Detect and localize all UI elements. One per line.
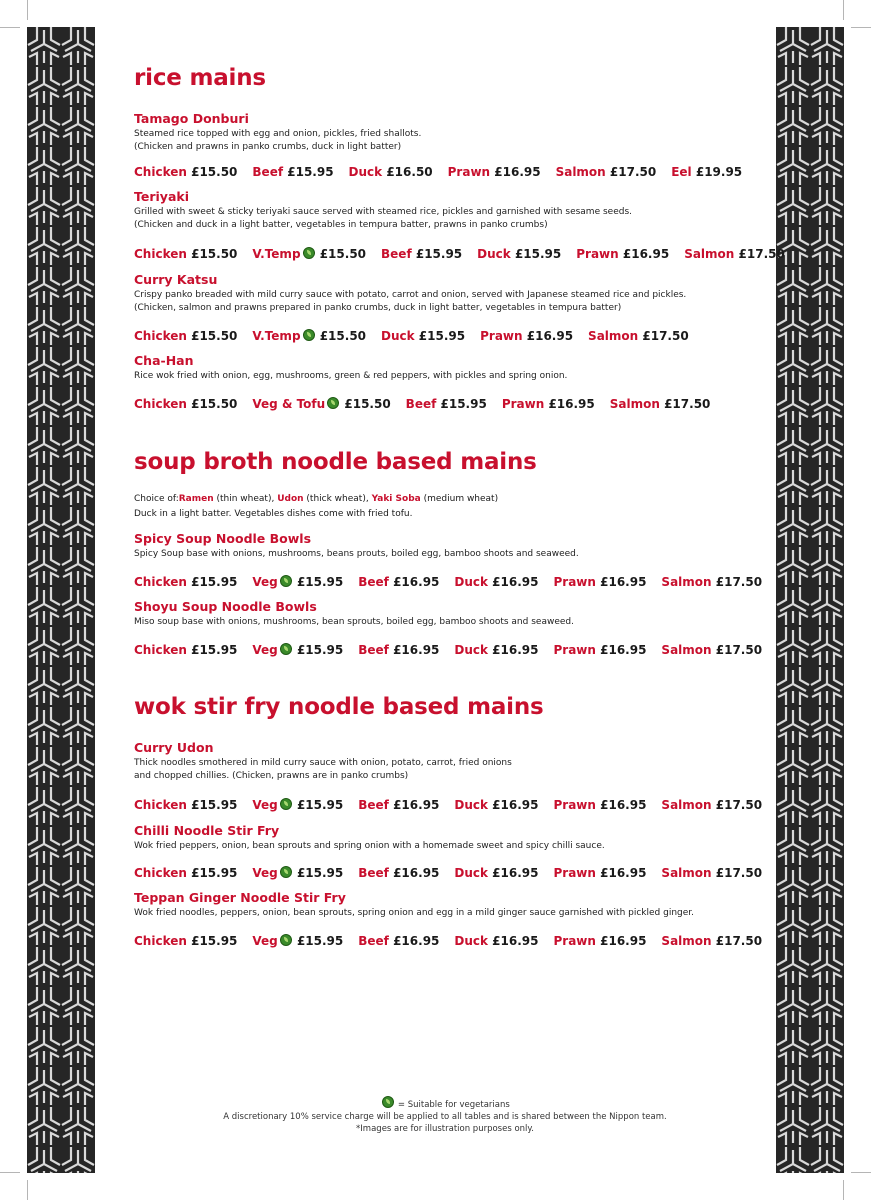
crop-mark (843, 1180, 844, 1200)
option-price: £17.50 (711, 575, 763, 589)
option-name: Salmon (661, 575, 712, 589)
price-option (252, 396, 390, 412)
option-price: £16.95 (388, 934, 440, 948)
option-price: £15.95 (414, 329, 466, 343)
dish-name: Cha-Han (134, 353, 194, 368)
option-name: Beef (381, 247, 412, 261)
option-price: £17.50 (605, 165, 657, 179)
option-price: £16.95 (618, 247, 670, 261)
option-price: £15.50 (315, 329, 367, 343)
crop-mark (27, 0, 28, 20)
price-row (134, 246, 800, 262)
price-option (661, 865, 762, 881)
crop-mark (0, 27, 20, 28)
veg-legend: = Suitable for vegetarians (150, 1096, 740, 1111)
option-name: Duck (477, 247, 511, 261)
noodle-choice-note: Choice of:Ramen (thin wheat), Udon (thick wheat), Yaki Soba (medium wheat) Duck in a light batter. Vegetables dishes come with fried tofu. (134, 494, 499, 519)
menu-item-tamago-donburi (134, 111, 764, 154)
option-price: £15.95 (186, 934, 238, 948)
price-option (358, 642, 439, 658)
price-option (448, 164, 541, 180)
price-option (134, 246, 237, 262)
price-option (134, 574, 237, 590)
price-option (553, 933, 646, 949)
option-price: £16.95 (488, 575, 539, 589)
menu-item-spicy-soup-noodle-bowls (134, 531, 764, 561)
price-option (553, 797, 646, 813)
right-pattern-band (776, 27, 844, 1173)
price-option (252, 574, 343, 590)
price-option (349, 164, 433, 180)
price-option (381, 246, 462, 262)
option-price: £17.50 (711, 934, 763, 948)
option-price: £16.95 (490, 165, 541, 179)
option-name: Duck (454, 643, 488, 657)
option-name: Beef (358, 934, 389, 948)
illustration-disclaimer: *Images are for illustration purposes only. (356, 1124, 534, 1134)
option-name: Veg & Tofu (252, 397, 326, 411)
price-option (661, 797, 762, 813)
price-option (252, 642, 343, 658)
option-price: £16.95 (388, 866, 440, 880)
option-price: £16.95 (595, 643, 647, 657)
option-name: Prawn (553, 643, 596, 657)
option-price: £16.95 (544, 397, 595, 411)
option-name: Chicken (134, 397, 187, 411)
dish-name: Teppan Ginger Noodle Stir Fry (134, 890, 346, 905)
price-row (134, 164, 757, 180)
crop-mark (27, 1180, 28, 1200)
price-option (454, 797, 538, 813)
option-name: Beef (358, 643, 389, 657)
dish-description: Wok fried peppers, onion, bean sprouts and spring onion with a homemade sweet and spicy chilli sauce. (134, 841, 605, 851)
price-option (358, 574, 439, 590)
price-option (576, 246, 669, 262)
price-option (252, 328, 366, 344)
price-option (553, 642, 646, 658)
dish-name: Teriyaki (134, 189, 189, 204)
option-name: Beef (358, 575, 389, 589)
price-option (134, 642, 237, 658)
price-option (252, 246, 366, 262)
option-name: Chicken (134, 247, 187, 261)
dish-name: Curry Katsu (134, 272, 218, 287)
footer-notes (150, 1096, 740, 1135)
option-price: £15.95 (292, 575, 344, 589)
dish-name: Tamago Donburi (134, 111, 249, 126)
left-pattern-band (27, 27, 95, 1173)
option-name: Salmon (555, 165, 606, 179)
option-price: £15.50 (186, 397, 238, 411)
dish-name: Chilli Noodle Stir Fry (134, 823, 280, 838)
option-price: £15.95 (292, 866, 344, 880)
option-price: £16.95 (595, 575, 647, 589)
option-price: £16.95 (488, 798, 539, 812)
option-price: £17.50 (711, 866, 763, 880)
option-price: £16.95 (388, 643, 440, 657)
price-option (358, 797, 439, 813)
section-title-soup-broth: soup broth noodle based mains (134, 449, 537, 475)
option-name: Veg (252, 798, 278, 812)
option-name: Veg (252, 575, 278, 589)
service-charge-note: A discretionary 10% service charge will be applied to all tables and is shared between the Nippon team. (223, 1112, 667, 1122)
option-price: £15.95 (292, 643, 344, 657)
crop-mark (843, 0, 844, 20)
price-option (671, 164, 742, 180)
option-name: Duck (454, 575, 488, 589)
price-option (661, 642, 762, 658)
price-option (477, 246, 561, 262)
dish-name: Shoyu Soup Noodle Bowls (134, 599, 317, 614)
price-row (134, 396, 725, 412)
option-name: Chicken (134, 575, 187, 589)
option-price: £15.95 (292, 798, 344, 812)
menu-item-chilli-noodle-stir-fry (134, 823, 764, 853)
vegetarian-leaf-icon (280, 575, 292, 587)
option-name: Salmon (661, 798, 712, 812)
price-option (661, 933, 762, 949)
price-option (252, 797, 343, 813)
price-option (406, 396, 487, 412)
geometric-pattern (27, 27, 95, 1173)
dish-name: Curry Udon (134, 740, 214, 755)
option-name: V.Temp (252, 329, 301, 343)
price-option (358, 933, 439, 949)
option-price: £17.50 (711, 643, 763, 657)
price-option (134, 164, 237, 180)
option-name: Chicken (134, 798, 187, 812)
price-option (252, 933, 343, 949)
vegetarian-leaf-icon (280, 798, 292, 810)
dish-description: Thick noodles smothered in mild curry sauce with onion, potato, carrot, fried onions and chopped chillies. (Chicken, prawns are in panko crumbs) (134, 758, 512, 781)
price-option (134, 328, 237, 344)
option-name: Veg (252, 866, 278, 880)
price-row (134, 865, 777, 881)
option-price: £16.95 (488, 643, 539, 657)
option-price: £15.50 (186, 247, 238, 261)
option-name: Salmon (588, 329, 639, 343)
price-option (553, 574, 646, 590)
option-name: Salmon (661, 866, 712, 880)
menu-item-teriyaki (134, 189, 764, 232)
option-name: Duck (348, 165, 383, 179)
option-name: Duck (381, 329, 415, 343)
option-price: £16.95 (488, 934, 539, 948)
price-option (454, 574, 538, 590)
dish-description: Grilled with sweet & sticky teriyaki sauce served with steamed rice, pickles and garnished with sesame seeds. (Chicken and duck in a light batter, vegetables in tempura batter, prawns in panko crumbs) (134, 207, 632, 230)
price-option (454, 865, 538, 881)
option-name: Chicken (134, 934, 187, 948)
option-price: £15.95 (186, 575, 238, 589)
option-price: £16.95 (595, 866, 647, 880)
option-price: £16.95 (595, 798, 647, 812)
option-price: £15.95 (411, 247, 463, 261)
dish-description: Rice wok fried with onion, egg, mushrooms, green & red peppers, with pickles and spring onion. (134, 371, 568, 381)
price-option (480, 328, 573, 344)
option-price: £15.95 (186, 643, 238, 657)
price-option (610, 396, 711, 412)
option-price: £17.50 (659, 397, 711, 411)
option-name: Prawn (447, 165, 491, 179)
option-name: Beef (252, 165, 284, 179)
geometric-pattern (776, 27, 844, 1173)
option-price: £15.50 (340, 397, 391, 411)
dish-description: Miso soup base with onions, mushrooms, bean sprouts, boiled egg, bamboo shoots and seaweed. (134, 617, 574, 627)
option-name: Chicken (134, 643, 187, 657)
price-row (134, 328, 704, 344)
option-name: Salmon (661, 934, 712, 948)
dish-description: Spicy Soup base with onions, mushrooms, beans prouts, boiled egg, bamboo shoots and seaweed. (134, 549, 579, 559)
option-name: Veg (252, 934, 278, 948)
price-option (588, 328, 689, 344)
price-option (134, 396, 237, 412)
dish-description: Wok fried noodles, peppers, onion, bean sprouts, spring onion and egg in a mild ginger sauce garnished with pickled ginger. (134, 908, 695, 918)
dish-description: Crispy panko breaded with mild curry sauce with potato, carrot and onion, served with Japanese steamed rice and pickles. (Chicken, salmon and prawns prepared in panko crumbs, duck in light batter, vegetables in tempura batter) (134, 290, 687, 313)
option-price: £15.50 (186, 165, 238, 179)
menu-item-shoyu-soup-noodle-bowls (134, 599, 764, 629)
section-title-rice-mains: rice mains (134, 65, 266, 91)
option-name: Chicken (134, 329, 187, 343)
crop-mark (851, 1172, 871, 1173)
option-name: Prawn (501, 397, 545, 411)
option-price: £17.50 (734, 247, 785, 261)
option-name: Chicken (134, 165, 187, 179)
price-option (252, 164, 333, 180)
option-price: £16.95 (595, 934, 647, 948)
price-row (134, 933, 777, 949)
option-price: £15.95 (510, 247, 562, 261)
vegetarian-leaf-icon (303, 247, 315, 259)
price-option (454, 642, 538, 658)
option-name: Beef (358, 798, 389, 812)
option-price: £15.95 (186, 866, 238, 880)
vegetarian-leaf-icon (303, 329, 315, 341)
section-title-wok-stir-fry: wok stir fry noodle based mains (134, 694, 544, 720)
option-price: £15.95 (283, 165, 334, 179)
option-name: Beef (405, 397, 437, 411)
option-price: £15.95 (186, 798, 238, 812)
menu-item-curry-udon (134, 740, 764, 783)
option-name: Prawn (480, 329, 523, 343)
option-price: £15.95 (436, 397, 487, 411)
price-option (684, 246, 785, 262)
price-row (134, 574, 777, 590)
option-name: Salmon (609, 397, 660, 411)
vegetarian-leaf-icon (382, 1096, 394, 1108)
option-price: £19.95 (691, 165, 743, 179)
menu-item-curry-katsu (134, 272, 764, 315)
crop-mark (851, 27, 871, 28)
crop-mark (0, 1172, 20, 1173)
dish-description: Steamed rice topped with egg and onion, pickles, fried shallots. (Chicken and prawns in panko crumbs, duck in light batter) (134, 129, 422, 152)
option-name: Veg (252, 643, 278, 657)
option-name: Prawn (576, 247, 619, 261)
vegetarian-leaf-icon (327, 397, 339, 409)
option-name: V.Temp (252, 247, 301, 261)
price-row (134, 642, 777, 658)
option-name: Chicken (134, 866, 187, 880)
price-option (134, 865, 237, 881)
price-option (661, 574, 762, 590)
option-name: Salmon (661, 643, 712, 657)
vegetarian-leaf-icon (280, 934, 292, 946)
option-price: £16.95 (522, 329, 574, 343)
price-option (556, 164, 657, 180)
option-name: Prawn (553, 934, 596, 948)
price-option (134, 797, 237, 813)
option-price: £15.50 (315, 247, 367, 261)
option-price: £17.50 (711, 798, 763, 812)
option-name: Duck (454, 866, 488, 880)
vegetarian-leaf-icon (280, 643, 292, 655)
option-price: £15.95 (292, 934, 344, 948)
menu-item-cha-han (134, 353, 764, 383)
vegetarian-leaf-icon (280, 866, 292, 878)
option-price: £17.50 (638, 329, 689, 343)
price-row (134, 797, 777, 813)
option-price: £16.50 (382, 165, 433, 179)
option-price: £16.95 (388, 575, 440, 589)
price-option (134, 933, 237, 949)
price-option (502, 396, 595, 412)
option-name: Duck (454, 798, 488, 812)
option-price: £16.95 (388, 798, 440, 812)
option-name: Prawn (553, 798, 596, 812)
option-name: Duck (454, 934, 488, 948)
option-name: Salmon (684, 247, 735, 261)
price-option (381, 328, 465, 344)
option-name: Prawn (553, 575, 596, 589)
option-name: Prawn (553, 866, 596, 880)
option-price: £16.95 (488, 866, 539, 880)
price-option (454, 933, 538, 949)
option-name: Eel (671, 165, 692, 179)
price-option (252, 865, 343, 881)
menu-item-teppan-ginger-noodle-stir-fry (134, 890, 764, 920)
option-price: £15.50 (186, 329, 238, 343)
price-option (553, 865, 646, 881)
option-name: Beef (358, 866, 389, 880)
dish-name: Spicy Soup Noodle Bowls (134, 531, 312, 546)
price-option (358, 865, 439, 881)
